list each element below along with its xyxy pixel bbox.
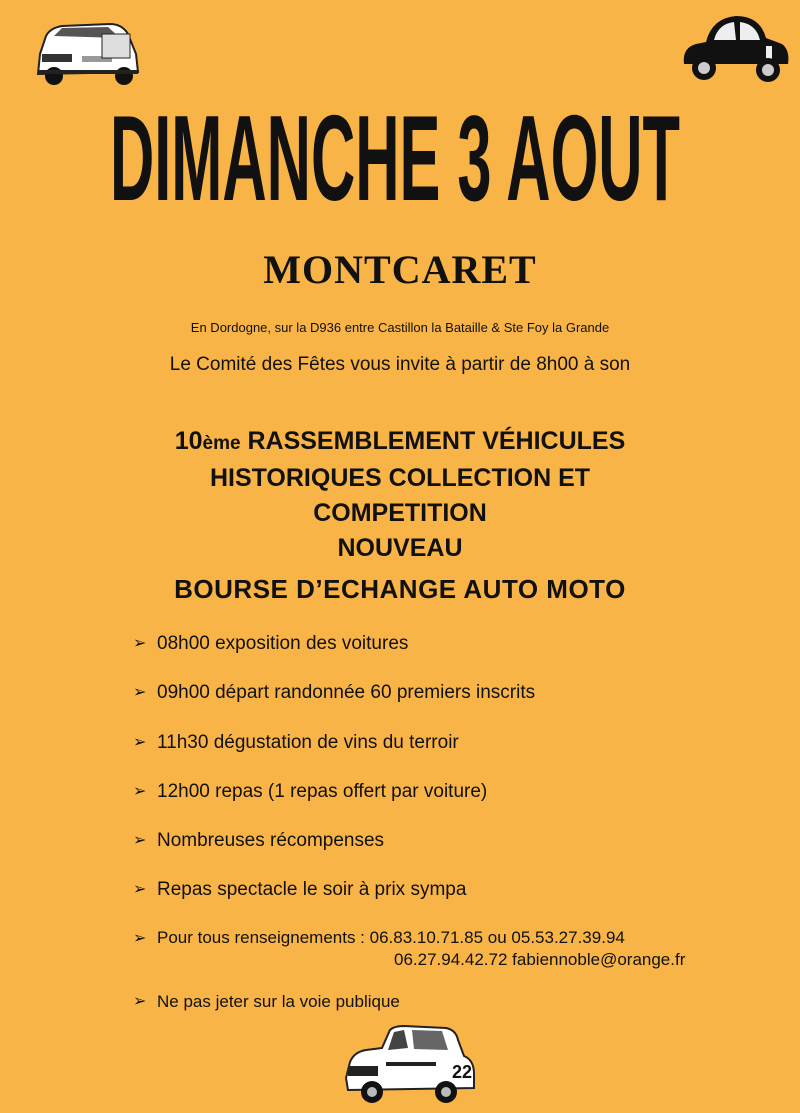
- list-item: ➢ Repas spectacle le soir à prix sympa: [133, 879, 467, 900]
- invite-text: Le Comité des Fêtes vous invite à partir de 8h00 à son: [169, 354, 631, 375]
- arrow-bullet-icon: ➢: [133, 783, 147, 800]
- headline: [100, 92, 690, 242]
- arrow-bullet-icon: ➢: [133, 881, 147, 898]
- arrow-bullet-icon: ➢: [133, 734, 147, 751]
- new-badge: NOUVEAU: [337, 534, 463, 562]
- swap-meet-title: BOURSE D’ECHANGE AUTO MOTO: [174, 574, 626, 604]
- list-item: ➢ Nombreuses récompenses: [133, 830, 385, 851]
- event-title: [0, 424, 800, 531]
- event-title-line1: 10ème RASSEMBLEMENT VÉHICULES: [174, 427, 626, 455]
- footer-note-item: ➢ Ne pas jeter sur la voie publique: [133, 990, 400, 1014]
- arrow-bullet-icon: ➢: [133, 635, 147, 652]
- arrow-bullet-icon: ➢: [133, 930, 147, 947]
- event-title-line2: HISTORIQUES COLLECTION ET: [209, 464, 591, 492]
- list-item: ➢ 11h30 dégustation de vins du terroir: [133, 732, 459, 753]
- location-text: En Dordogne, sur la D936 entre Castillon la Bataille & Ste Foy la Grande: [190, 320, 610, 335]
- contact-item: [133, 927, 685, 971]
- arrow-bullet-icon: ➢: [133, 684, 147, 701]
- list-item: ➢ 09h00 départ randonnée 60 premiers inscrits: [133, 682, 536, 703]
- svg-text:DIMANCHE 3 AOUT: DIMANCHE 3 AOUT: [109, 92, 680, 227]
- vintage-car-icon: [678, 8, 792, 88]
- arrow-bullet-icon: ➢: [133, 832, 147, 849]
- rally-car-icon: [32, 14, 144, 90]
- event-title-line3: COMPETITION: [313, 499, 487, 527]
- race-car-icon: [342, 1022, 478, 1106]
- list-item: ➢ 08h00 exposition des voitures: [133, 633, 409, 654]
- arrow-bullet-icon: ➢: [133, 993, 147, 1010]
- svg-text:22: 22: [452, 1062, 473, 1082]
- contact-line2: 06.27.94.42.72 fabiennoble@orange.fr: [394, 950, 686, 969]
- contact-line1: Pour tous renseignements : 06.83.10.71.85 ou 05.53.27.39.94: [157, 928, 625, 947]
- town-name: MONTCARET: [263, 247, 537, 292]
- list-item: ➢ 12h00 repas (1 repas offert par voiture): [133, 781, 488, 802]
